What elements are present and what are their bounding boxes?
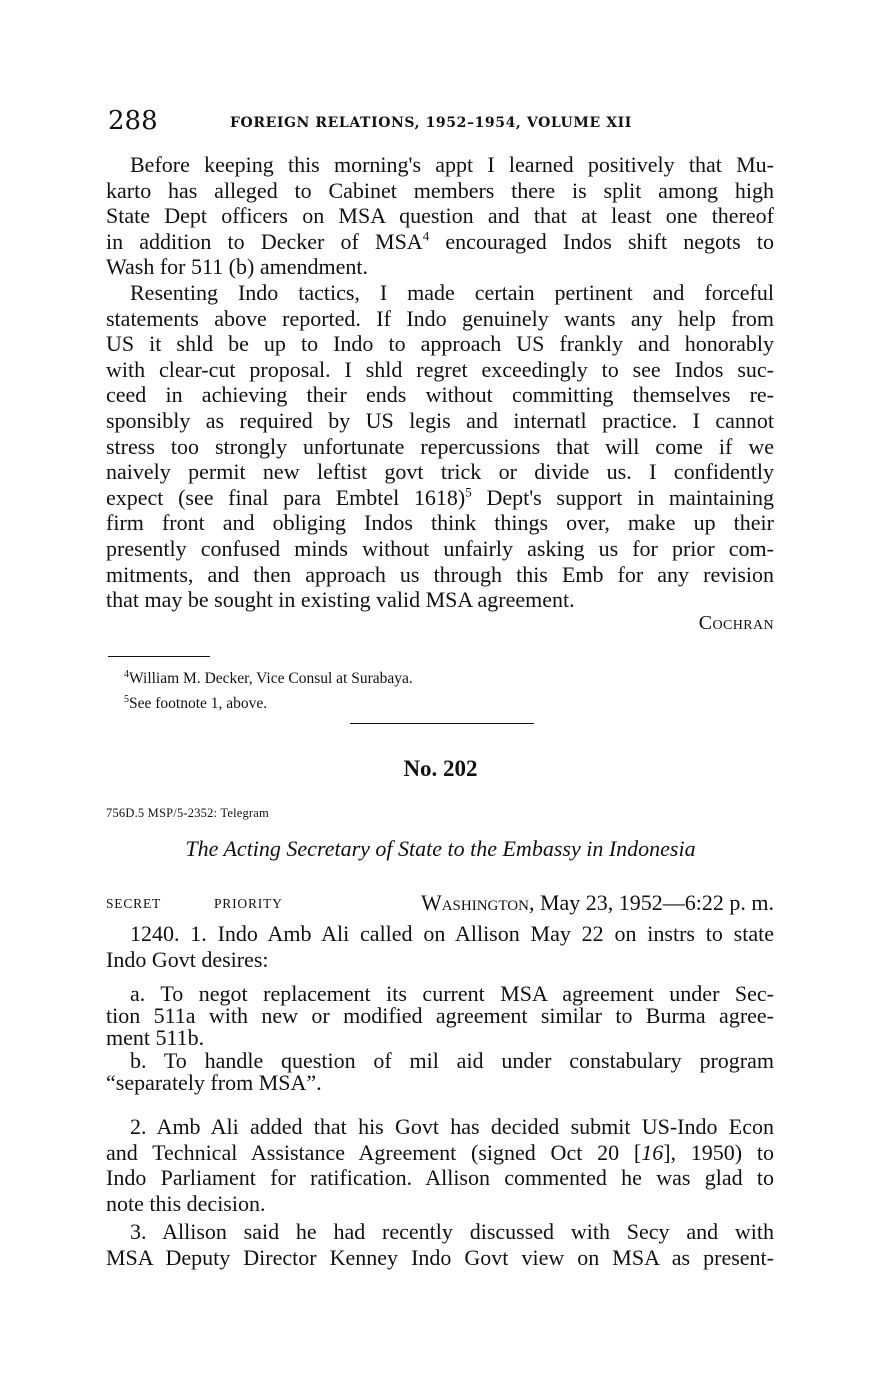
footnote-ref: 5 bbox=[465, 484, 472, 500]
telegram-paragraph-2 bbox=[106, 1114, 774, 1216]
text-line: State Dept officers on MSA question and that at least one thereof bbox=[106, 203, 774, 229]
list-item-a bbox=[106, 983, 774, 1049]
text-segment: and Technical Assistance Agreement (signed Oct 20 [ bbox=[106, 1139, 642, 1165]
place-and-time bbox=[421, 890, 774, 916]
text-line: MSA Deputy Director Kenney Indo Govt view on MSA as present- bbox=[106, 1244, 774, 1270]
text-segment: expect (see final para Embtel 1618) bbox=[106, 484, 466, 510]
text-line bbox=[106, 229, 774, 255]
text-line bbox=[106, 1140, 774, 1166]
classification: SECRET bbox=[106, 896, 162, 911]
text-segment: encouraged Indos shift negots to bbox=[429, 228, 774, 254]
footnote-rule bbox=[108, 656, 210, 657]
text-line: b. To handle question of mil aid under constabulary program bbox=[130, 1048, 774, 1073]
text-line: karto has alleged to Cabinet members there is split among high bbox=[106, 177, 774, 203]
text-line: note this decision. bbox=[106, 1190, 266, 1216]
text-segment: ], 1950) to bbox=[663, 1139, 774, 1165]
place: Washington bbox=[420, 890, 529, 915]
text-line: naively permit new leftist govt trick or divide us. I confidently bbox=[106, 459, 774, 485]
section-separator bbox=[350, 723, 534, 724]
footnote-ref: 4 bbox=[422, 228, 430, 244]
text-line: Before keeping this morning's appt I learned positively that Mu- bbox=[130, 152, 774, 177]
paragraph-1 bbox=[106, 152, 774, 280]
datetime: , May 23, 1952—6:22 p. m. bbox=[528, 890, 774, 915]
text-line: stress too strongly unfortunate repercussions that will come if we bbox=[106, 433, 774, 459]
text-line: firm front and obliging Indos think things over, make up their bbox=[106, 510, 774, 536]
text-segment: Dept's support in maintaining bbox=[471, 484, 774, 510]
text-line: mitments, and then approach us through this Emb for any revision bbox=[106, 561, 774, 587]
signature: Cochran bbox=[698, 612, 774, 634]
editorial-date: 16 bbox=[641, 1139, 664, 1165]
footnote-5 bbox=[124, 689, 413, 714]
text-line: 1240. 1. Indo Amb Ali called on Allison May 22 on instrs to state bbox=[130, 921, 774, 946]
text-line: Wash for 511 (b) amendment. bbox=[106, 254, 368, 280]
footnote-4 bbox=[124, 664, 413, 689]
text-line: ment 511b. bbox=[106, 1025, 205, 1050]
document-title: The Acting Secretary of State to the Embassy in Indonesia bbox=[185, 836, 696, 861]
running-head: FOREIGN RELATIONS, 1952–1954, VOLUME XII bbox=[230, 115, 632, 131]
text-line: ceed in achieving their ends without committing themselves re- bbox=[106, 382, 774, 408]
text-line: that may be sought in existing valid MSA agreement. bbox=[106, 587, 575, 613]
text-line: tion 511a with new or modified agreement similar to Burma agree- bbox=[106, 1003, 774, 1028]
paragraph-2 bbox=[106, 280, 774, 613]
telegram-paragraph-3 bbox=[106, 1219, 774, 1270]
priority: PRIORITY bbox=[214, 896, 283, 911]
footnote-mark: 5 bbox=[124, 694, 129, 706]
text-line: 2. Amb Ali added that his Govt has decided submit US-Indo Econ bbox=[130, 1114, 774, 1139]
document-number: No. 202 bbox=[403, 756, 478, 781]
text-line: sponsibly as required by US legis and internatl practice. I cannot bbox=[106, 407, 774, 433]
dateline bbox=[106, 890, 774, 918]
footnotes bbox=[124, 664, 413, 714]
file-reference: 756D.5 MSP/5-2352: Telegram bbox=[106, 806, 269, 820]
text-line bbox=[106, 485, 774, 511]
text-line: statements above reported. If Indo genuinely wants any help from bbox=[106, 305, 774, 331]
text-line: US it shld be up to Indo to approach US frankly and honorably bbox=[106, 331, 774, 357]
text-line: 3. Allison said he had recently discussed with Secy and with bbox=[130, 1219, 774, 1244]
footnote-text: William M. Decker, Vice Consul at Surabaya. bbox=[129, 670, 413, 688]
text-line: with clear-cut proposal. I shld regret exceedingly to see Indos suc- bbox=[106, 356, 774, 382]
text-line: Indo Parliament for ratification. Allison commented he was glad to bbox=[106, 1165, 774, 1191]
text-line: “separately from MSA”. bbox=[106, 1070, 322, 1095]
page-header bbox=[108, 106, 778, 146]
footnote-text: See footnote 1, above. bbox=[129, 695, 268, 713]
page-number: 288 bbox=[108, 106, 158, 136]
text-line: a. To negot replacement its current MSA agreement under Sec- bbox=[130, 981, 774, 1006]
list-item-b bbox=[106, 1050, 774, 1094]
text-line: Indo Govt desires: bbox=[106, 946, 269, 972]
text-line: Resenting Indo tactics, I made certain pertinent and forceful bbox=[130, 280, 774, 305]
footnote-mark: 4 bbox=[124, 669, 129, 680]
text-segment: in addition to Decker of MSA bbox=[106, 228, 423, 254]
telegram-paragraph-1 bbox=[106, 921, 774, 972]
text-line: presently confused minds without unfairly asking us for prior com- bbox=[106, 535, 774, 561]
